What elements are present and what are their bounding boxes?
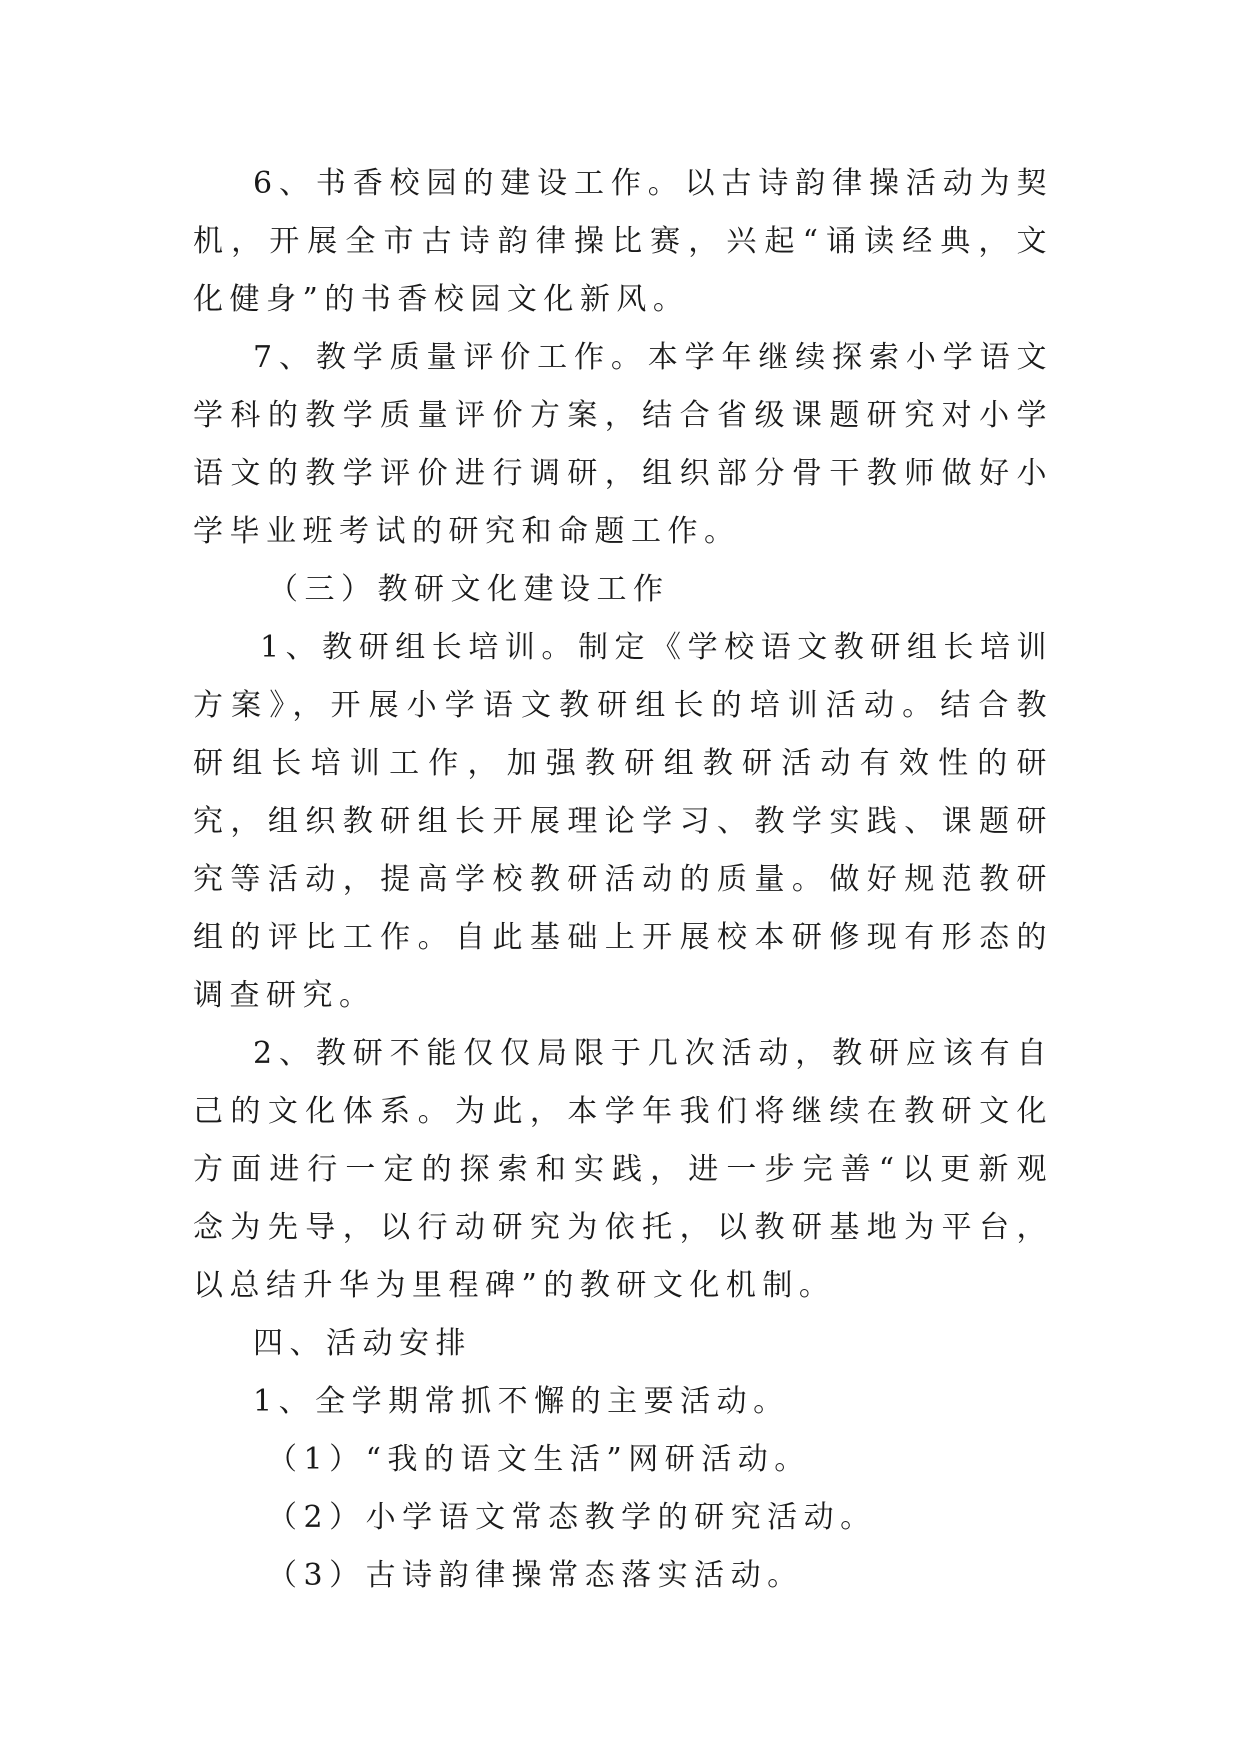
paragraph-section3-item-2: 2、教研不能仅仅局限于几次活动，教研应该有自己的文化体系。为此，本学年我们将继续在教研文化方面进行一定的探索和实践，进一步完善“以更新观念为先导，以行动研究为依托，以教研基地为平台，以总结升华为里程碑”的教研文化机制。 — [193, 1036, 1053, 1303]
list-item-1: （1）“我的语文生活”网研活动。 — [267, 1442, 811, 1477]
section-heading-four: 四、活动安排 — [253, 1326, 472, 1361]
section-heading-three: （三）教研文化建设工作 — [268, 572, 670, 607]
list-item-2: （2）小学语文常态教学的研究活动。 — [267, 1500, 877, 1535]
document-body — [193, 155, 1053, 1605]
paragraph-item-7: 7、教学质量评价工作。本学年继续探索小学语文学科的教学质量评价方案，结合省级课题研究对小学语文的教学评价进行调研，组织部分骨干教师做好小学毕业班考试的研究和命题工作。 — [193, 340, 1053, 549]
list-item-3: （3）古诗韵律操常态落实活动。 — [267, 1558, 804, 1593]
paragraph-item-6: 6、书香校园的建设工作。以古诗韵律操活动为契机，开展全市古诗韵律操比赛，兴起“诵读经典，文化健身”的书香校园文化新风。 — [193, 166, 1053, 317]
paragraph-section3-item-1: 1、教研组长培训。制定《学校语文教研组长培训方案》，开展小学语文教研组长的培训活动。结合教研组长培训工作，加强教研组教研活动有效性的研究，组织教研组长开展理论学习、教学实践、课题研究等活动，提高学校教研活动的质量。做好规范教研组的评比工作。自此基础上开展校本研修现有形态的调查研究。 — [193, 630, 1053, 1013]
paragraph-section4-item-1: 1、全学期常抓不懈的主要活动。 — [253, 1384, 790, 1419]
